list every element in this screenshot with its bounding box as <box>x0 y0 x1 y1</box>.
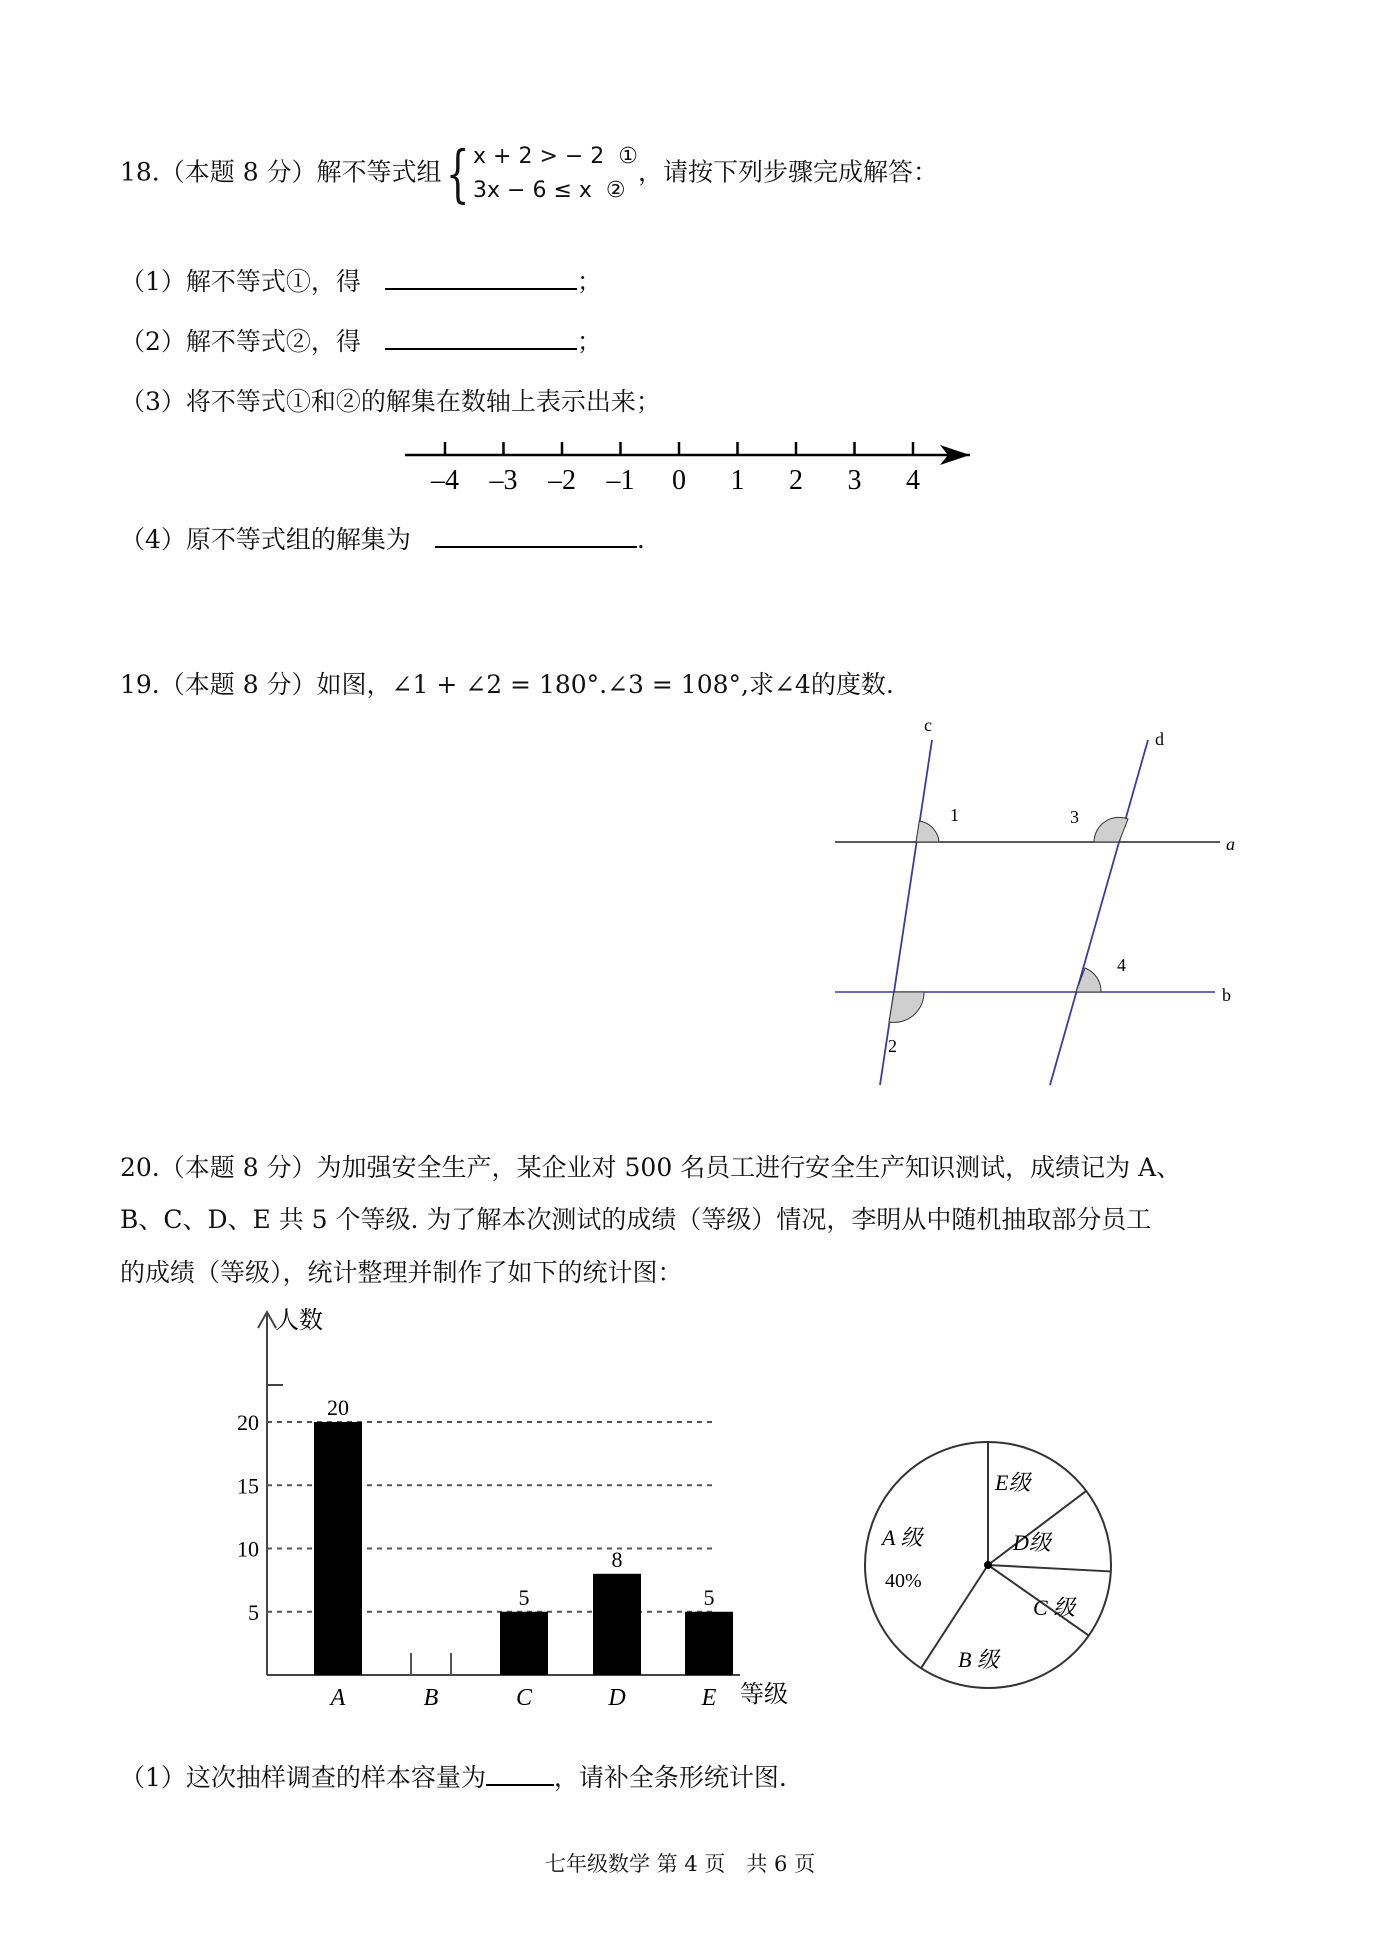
data-label-c: 5 <box>518 1584 530 1610</box>
q19-text: 19.（本题 8 分）如图，∠1 + ∠2 = 180°.∠3 = 108°,求∠4的度数. <box>120 670 894 699</box>
number-line-label: 0 <box>672 465 686 496</box>
bar-c <box>500 1612 548 1675</box>
y-tick-label: 20 <box>237 1410 259 1435</box>
number-line-label: –3 <box>489 465 518 496</box>
answer-blank-4[interactable] <box>435 524 637 548</box>
number-line-label: –4 <box>431 465 459 496</box>
label-angle-1: 1 <box>950 805 959 825</box>
inequality-1: x + 2 > − 2 ① <box>473 144 639 169</box>
page-footer: 七年级数学 第 4 页 共 6 页 <box>545 1852 816 1876</box>
bar-chart <box>215 1290 805 1730</box>
pie-chart <box>850 1430 1130 1710</box>
q18-step2: （2）解不等式②，得 ； <box>120 327 602 356</box>
label-d: d <box>1155 729 1164 749</box>
q18-tail-text: ，请按下列步骤完成解答： <box>638 157 939 187</box>
brace-icon: { <box>445 137 470 211</box>
number-line[interactable] <box>380 420 1000 500</box>
q18-header <box>120 137 939 211</box>
q18-step1: （1）解不等式①，得 ； <box>120 267 602 296</box>
y-axis-label: 人数 <box>275 1308 323 1334</box>
geometry-figure <box>820 715 1250 1090</box>
inequality-2: 3x − 6 ≤ x ② <box>473 178 626 204</box>
q20-sub1: （1）这次抽样调查的样本容量为 ，请补全条形统计图. <box>120 1763 787 1792</box>
x-tick-label: D <box>608 1685 626 1711</box>
pie-center-dot <box>984 1561 992 1569</box>
pie-label-d: D级 <box>1013 1530 1051 1555</box>
y-tick-label: 10 <box>237 1536 259 1562</box>
x-axis-label: 等级 <box>740 1682 788 1708</box>
bar-a <box>314 1422 362 1675</box>
bar-d <box>593 1574 641 1675</box>
q20-line2: B、C、D、E 共 5 个等级. 为了解本次测试的成绩（等级）情况，李明从中随机抽取部分员工 <box>120 1205 1152 1234</box>
label-b: b <box>1222 985 1231 1005</box>
x-tick-label: B <box>423 1685 439 1711</box>
pie-percent-a: 40% <box>885 1570 922 1592</box>
q20-line3: 的成绩（等级），统计整理并制作了如下的统计图： <box>120 1258 683 1287</box>
number-line-label: –1 <box>606 465 635 496</box>
bar-e <box>685 1612 733 1675</box>
x-tick-label: A <box>330 1685 346 1711</box>
number-line-label: 4 <box>906 465 920 496</box>
number-line-label: 2 <box>789 465 803 496</box>
answer-blank-sample[interactable] <box>486 1762 554 1786</box>
data-label-a: 20 <box>327 1395 349 1420</box>
line-d <box>1050 740 1148 1085</box>
label-a: a <box>1226 834 1235 854</box>
pie-label-a: A 级 <box>882 1525 923 1550</box>
y-tick-label: 5 <box>248 1599 259 1625</box>
label-angle-4: 4 <box>1117 955 1126 975</box>
y-tick-label: 15 <box>237 1473 259 1499</box>
line-c <box>880 740 932 1085</box>
label-angle-2: 2 <box>888 1036 897 1056</box>
q20-line1: 20.（本题 8 分）为加强安全生产，某企业对 500 名员工进行安全生产知识测试，成绩记为 A、 <box>120 1153 1182 1182</box>
q18-step3: （3）将不等式①和②的解集在数轴上表示出来； <box>120 387 661 416</box>
number-line-label: 3 <box>847 465 862 496</box>
pie-label-e: E级 <box>995 1470 1031 1495</box>
q18-step4: （4）原不等式组的解集为 . <box>120 525 645 554</box>
angle-3-arc <box>1094 817 1128 842</box>
x-tick-label: E <box>701 1685 717 1711</box>
inequality-system <box>442 137 639 211</box>
number-line-label: –2 <box>548 465 576 496</box>
angle-1-arc <box>916 821 939 842</box>
label-angle-3: 3 <box>1070 807 1079 827</box>
data-label-e: 5 <box>703 1584 715 1610</box>
label-c: c <box>924 715 932 735</box>
pie-label-b: B 级 <box>958 1647 999 1672</box>
angle-2-arc <box>889 992 924 1022</box>
answer-blank-2[interactable] <box>385 326 577 350</box>
pie-label-c: C 级 <box>1033 1595 1076 1620</box>
answer-blank-1[interactable] <box>385 266 577 290</box>
q18-head-text: 18.（本题 8 分）解不等式组 <box>120 157 442 187</box>
data-label-d: 8 <box>611 1546 623 1572</box>
number-line-label: 1 <box>730 465 745 496</box>
x-tick-label: C <box>515 1685 533 1711</box>
